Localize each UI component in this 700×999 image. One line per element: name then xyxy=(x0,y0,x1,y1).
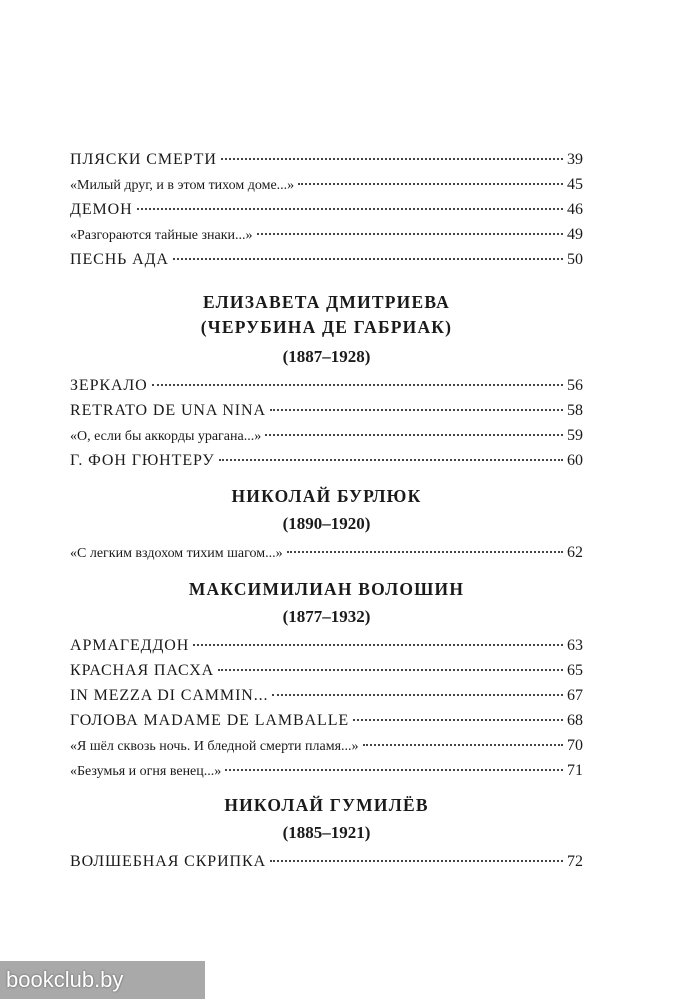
author-name: МАКСИМИЛИАН ВОЛОШИН xyxy=(188,579,465,599)
entry-page-number: 49 xyxy=(567,226,583,243)
author-heading xyxy=(70,484,583,536)
toc-entry[interactable] xyxy=(70,633,583,658)
author-pseudonym: (ЧЕРУБИНА ДЕ ГАБРИАК) xyxy=(200,317,453,337)
toc-entry[interactable] xyxy=(70,658,583,683)
entry-page-number: 58 xyxy=(567,402,583,419)
toc-section xyxy=(70,484,583,565)
entry-page-number: 65 xyxy=(567,662,583,679)
toc-entry[interactable] xyxy=(70,197,583,222)
entry-page-number: 70 xyxy=(567,737,583,754)
entry-title: «Разгораются тайные знаки...» xyxy=(70,228,253,243)
dot-leader xyxy=(353,719,563,721)
entry-page-number: 72 xyxy=(567,853,583,870)
entry-page-number: 60 xyxy=(567,452,583,469)
entry-title: ВОЛШЕБНАЯ СКРИПКА xyxy=(70,853,267,870)
entry-title: «С легким вздохом тихим шагом...» xyxy=(70,546,283,561)
toc-section xyxy=(70,577,583,783)
author-years: (1890–1920) xyxy=(282,514,371,533)
entry-title: КРАСНАЯ ПАСХА xyxy=(70,662,215,679)
toc-entry[interactable] xyxy=(70,758,583,783)
dot-leader xyxy=(173,258,563,260)
entry-title: «Я шёл сквозь ночь. И бледной смерти пламя...» xyxy=(70,739,359,754)
toc-entry[interactable] xyxy=(70,373,583,398)
entry-page-number: 39 xyxy=(567,151,583,168)
entry-page-number: 59 xyxy=(567,427,583,444)
toc-section xyxy=(70,147,583,272)
dot-leader xyxy=(287,551,563,553)
toc-entry[interactable] xyxy=(70,683,583,708)
dot-leader xyxy=(193,644,563,646)
dot-leader xyxy=(221,158,563,160)
entry-title: RETRATO DE UNA NINA xyxy=(70,402,266,419)
entry-title: ЗЕРКАЛО xyxy=(70,377,148,394)
dot-leader xyxy=(219,459,563,461)
dot-leader xyxy=(152,384,563,386)
entry-title: «Безумья и огня венец...» xyxy=(70,764,222,779)
entry-page-number: 62 xyxy=(567,544,583,561)
toc-entry[interactable] xyxy=(70,147,583,172)
entry-title: ПЕСНЬ АДА xyxy=(70,251,169,268)
toc-entry[interactable] xyxy=(70,398,583,423)
author-years: (1877–1932) xyxy=(282,607,371,626)
entry-page-number: 68 xyxy=(567,712,583,729)
dot-leader xyxy=(137,208,563,210)
dot-leader xyxy=(225,769,563,771)
entry-page-number: 56 xyxy=(567,377,583,394)
entry-page-number: 46 xyxy=(567,201,583,218)
dot-leader xyxy=(270,409,563,411)
entry-title: ГОЛОВА MADAME DE LAMBALLE xyxy=(70,712,350,729)
entry-title: ДЕМОН xyxy=(70,201,133,218)
site-watermark: bookclub.by xyxy=(0,961,205,999)
dot-leader xyxy=(270,860,563,862)
toc-section xyxy=(70,290,583,473)
entry-page-number: 50 xyxy=(567,251,583,268)
entry-title: IN MEZZA DI CAMMIN... xyxy=(70,687,269,704)
author-heading xyxy=(70,577,583,629)
toc-entry[interactable] xyxy=(70,849,583,874)
toc-entry[interactable] xyxy=(70,708,583,733)
author-heading xyxy=(70,290,583,369)
entry-title: «Милый друг, и в этом тихом доме...» xyxy=(70,178,295,193)
dot-leader xyxy=(218,669,563,671)
author-name: НИКОЛАЙ ГУМИЛЁВ xyxy=(224,795,429,815)
toc-entry[interactable] xyxy=(70,448,583,473)
entry-title: «О, если бы аккорды урагана...» xyxy=(70,429,262,444)
dot-leader xyxy=(257,233,564,235)
author-name: ЕЛИЗАВЕТА ДМИТРИЕВА xyxy=(203,292,450,312)
toc-entry[interactable] xyxy=(70,540,583,565)
author-name: НИКОЛАЙ БУРЛЮК xyxy=(231,486,422,506)
entry-page-number: 45 xyxy=(567,176,583,193)
entry-page-number: 63 xyxy=(567,637,583,654)
author-years: (1885–1921) xyxy=(282,823,371,842)
toc-entry[interactable] xyxy=(70,423,583,448)
entry-title: ПЛЯСКИ СМЕРТИ xyxy=(70,151,217,168)
author-heading xyxy=(70,793,583,845)
dot-leader xyxy=(298,183,563,185)
dot-leader xyxy=(272,694,563,696)
dot-leader xyxy=(265,434,563,436)
toc-entry[interactable] xyxy=(70,247,583,272)
entry-page-number: 71 xyxy=(567,762,583,779)
toc-entry[interactable] xyxy=(70,733,583,758)
entry-page-number: 67 xyxy=(567,687,583,704)
author-years: (1887–1928) xyxy=(282,347,371,366)
toc-entry[interactable] xyxy=(70,172,583,197)
dot-leader xyxy=(363,744,563,746)
entry-title: АРМАГЕДДОН xyxy=(70,637,190,654)
entry-title: Г. ФОН ГЮНТЕРУ xyxy=(70,452,215,469)
toc-section xyxy=(70,793,583,874)
toc-entry[interactable] xyxy=(70,222,583,247)
